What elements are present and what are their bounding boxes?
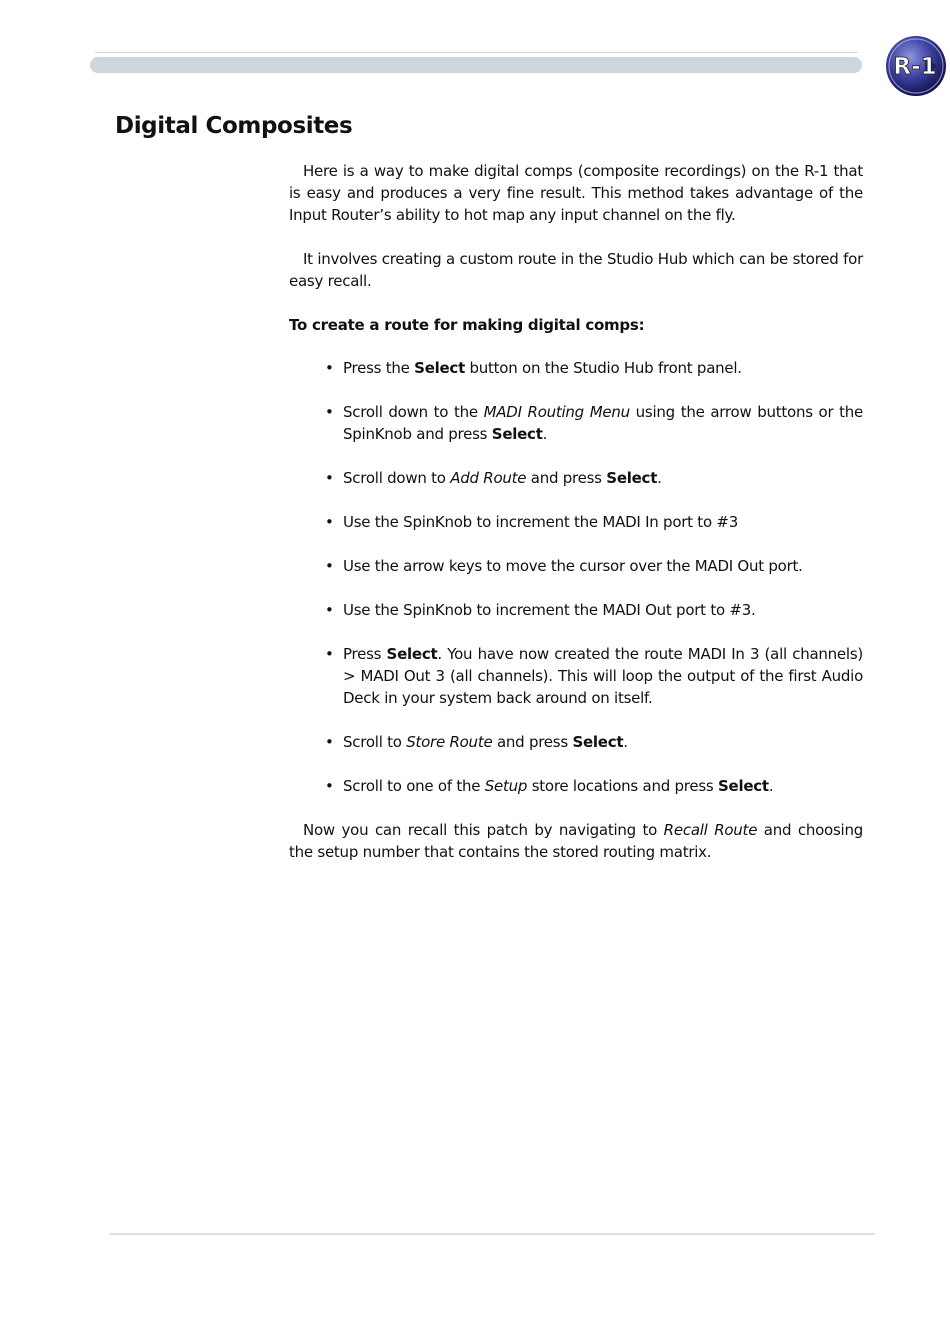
bold-text: Select	[718, 777, 769, 795]
intro-paragraph: Here is a way to make digital comps (composite recordings) on the R-1 that is easy and produces a very fine result. This method takes advantage of the Input Router’s ability to hot map any input channel on the fly.	[289, 162, 863, 224]
text-run: Use the arrow keys to move the cursor over the MADI Out port.	[343, 557, 803, 575]
procedure-step	[325, 599, 863, 621]
text-run: and choosing the setup number that contains the stored routing matrix.	[289, 821, 863, 861]
text-run: .	[542, 425, 548, 443]
text-run: Scroll to	[343, 733, 407, 751]
procedure-step	[325, 731, 863, 753]
section-title: Digital Composites	[115, 113, 353, 139]
r1-logo	[885, 35, 947, 97]
bold-text: Select	[606, 469, 658, 487]
bold-text: Select	[572, 733, 624, 751]
closing-paragraph	[289, 819, 863, 863]
procedure-step	[325, 357, 863, 379]
bold-text: Select	[386, 645, 438, 663]
bullet-icon: •	[325, 359, 334, 377]
italic-text: Store Route	[406, 733, 493, 751]
logo-text: R-1	[893, 54, 937, 80]
procedure-step	[325, 775, 863, 797]
bullet-icon: •	[325, 777, 334, 795]
italic-text: Add Route	[450, 469, 527, 487]
procedure-step	[325, 467, 863, 489]
text-run: button on the Studio Hub front panel.	[465, 359, 742, 377]
text-run: .	[623, 733, 628, 751]
italic-text: MADI Routing Menu	[483, 403, 630, 421]
procedure-step	[325, 643, 863, 709]
text-run: .	[657, 469, 662, 487]
bold-text: Select	[491, 425, 543, 443]
bold-text: Select	[414, 359, 465, 377]
procedure-subheading: To create a route for making digital comps:	[289, 316, 645, 334]
bullet-icon: •	[325, 513, 334, 531]
intro-paragraph: It involves creating a custom route in the Studio Hub which can be stored for easy recall.	[289, 250, 863, 290]
bullet-icon: •	[325, 557, 334, 575]
text-run: Use the SpinKnob to increment the MADI Out port to #3.	[343, 601, 756, 619]
text-run: Press the	[343, 359, 415, 377]
italic-text: Setup	[484, 777, 528, 795]
text-run: Scroll down to	[343, 469, 451, 487]
bullet-icon: •	[325, 645, 334, 663]
text-run: Use the SpinKnob to increment the MADI In port to #3	[343, 513, 738, 531]
text-run: .	[768, 777, 774, 795]
procedure-step	[325, 401, 863, 445]
bullet-icon: •	[325, 733, 334, 751]
footer-rule	[110, 1233, 875, 1235]
bullet-icon: •	[325, 601, 334, 619]
bullet-icon: •	[325, 469, 334, 487]
bullet-icon: •	[325, 403, 334, 421]
procedure-steps-list	[289, 357, 863, 797]
text-run: Scroll down to the	[343, 403, 484, 421]
text-run: . You have now created the route MADI In 3 (all channels) > MADI Out 3 (all channels). This will loop the output of the first Audio Deck in your system back around on itself.	[343, 645, 863, 707]
text-run: Now you can recall this patch by navigating to	[303, 821, 664, 839]
procedure-step	[325, 511, 863, 533]
italic-text: Recall Route	[663, 821, 758, 839]
header-top-rule	[95, 52, 858, 53]
text-run: using the arrow buttons or the SpinKnob and press	[343, 403, 863, 443]
header-bar	[90, 57, 862, 73]
text-run: Press	[343, 645, 387, 663]
text-run: and press	[526, 469, 607, 487]
text-run: and press	[492, 733, 573, 751]
text-run: Scroll to one of the	[343, 777, 485, 795]
text-run: store locations and press	[527, 777, 718, 795]
body-content	[289, 160, 863, 885]
procedure-step	[325, 555, 863, 577]
